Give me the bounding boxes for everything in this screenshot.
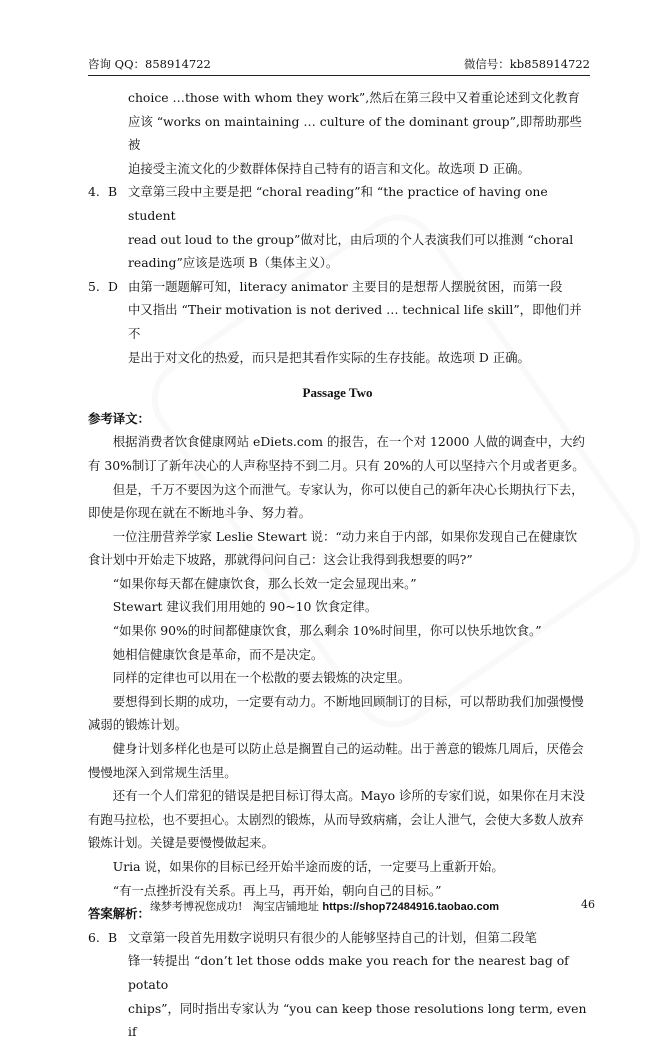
footer-note [150,898,499,914]
answer-option: B [108,929,118,945]
answer-option: D [108,278,118,294]
translation-paragraph: “如果你 90%的时间都健康饮食，那么剩余 10%时间里，你可以快乐地饮食。” [112,623,542,639]
answer-line: reading”应该是选项 B（集体主义）。 [128,255,339,271]
translation-paragraph: 还有一个人们常犯的错误是把目标订得太高。Mayo 诊所的专家们说，如果你在月末没有跑马拉松，也不要担心。太剧烈的锻炼，从而导致病痛，会让人泄气，会使大多数人放弃锻炼计划。关键是要慢慢做起来。 [88,788,585,851]
footer-shop-label: 淘宝店铺地址 [252,900,319,913]
answer-option: B [108,184,118,200]
translation-paragraph: “如果你每天都在健康饮食，那么长效一定会显现出来。” [112,575,417,591]
answer-line: read out loud to the group”做对比，由后项的个人表演我们可以推测 “choral [128,231,574,247]
answer-line: 文章第三段中主要是把 “choral reading”和 “the practice of having one student [128,184,548,223]
translation-paragraph: Stewart 建议我们用用她的 90~10 饮食定律。 [112,599,378,615]
translation-paragraph: Uria 说，如果你的目标已经开始半途而废的话，一定要马上重新开始。 [112,859,504,874]
footer-slogan: 缘梦考博祝您成功! [150,900,243,913]
continued-line: choice …those with whom they work”,然后在第三段中又着重论述到文化教育 [128,90,580,105]
page-number: 46 [581,898,595,911]
answer-item-4 [88,180,587,274]
translation-label: 参考译文： [88,410,150,426]
answer-explanation [128,926,587,1044]
answer-number: 5. [88,278,100,294]
answer-line: chips”，同时指出专家认为 “you can keep those resolutions long term, even if [128,1000,587,1040]
answer-item-5 [88,275,587,369]
translation-paragraph: 同样的定律也可以用在一个松散的要去锻炼的决定里。 [112,670,411,686]
header-wechat: 微信号：kb858914722 [463,57,590,71]
page-footer [150,898,595,914]
footer-shop-url: https://shop72484916.taobao.com [322,901,500,913]
translation-paragraph: “有一点挫折没有关系。再上马，再开始，朝向自己的目标。” [112,882,442,898]
continued-line: 应该 “works on maintaining … culture of the dominant group”,即帮助那些被 [128,113,582,153]
passage-title: Passage Two [302,385,373,401]
answer-line: 锋一转提出 “don’t let those odds make you reach for the nearest bag of potato [128,953,569,992]
translation-paragraph: 健身计划多样化也是可以防止总是搁置自己的运动鞋。出于善意的锻炼几周后，厌倦会慢慢地深入到常规生活里。 [88,741,584,780]
translation-paragraph: 要想得到长期的成功，一定要有动力。不断地回顾制订的目标，可以帮助我们加强慢慢减弱的锻炼计划。 [88,693,584,733]
answer-number: 4. [88,184,100,200]
answer-line: 是出于对文化的热爱，而只是把其看作实际的生存技能。故选项 D 正确。 [128,349,530,365]
analysis-label: 答案解析： [88,906,150,922]
continued-line: 迫接受主流文化的少数群体保持自己特有的语言和文化。故选项 D 正确。 [128,160,530,176]
answer-explanation [128,275,587,369]
answer-item-6 [88,926,587,1044]
answer-line: 中又指出 “Their motivation is not derived … technical life skill”，即他们并不 [128,302,582,341]
translation-paragraph: 她相信健康饮食是革命，而不是决定。 [112,646,324,662]
page-header [88,50,590,76]
translation-paragraph: 根据消费者饮食健康网站 eDiets.com 的报告，在一个对 12000 人做的调查中，大约有 30%制订了新年决心的人声称坚持不到二月。只有 20%的人可以坚持六个月或者更多。 [88,434,585,473]
answer-number: 6. [88,929,100,945]
answer-line: 由第一题题解可知，literacy animator 主要目的是想帮人摆脱贫困，而第一段 [128,278,563,294]
translation-paragraph: 但是，千万不要因为这个而泄气。专家认为，你可以使自己的新年决心长期执行下去，即使是你现在就在不断地斗争、努力着。 [88,481,584,521]
answer-line: 文章第一段首先用数字说明只有很少的人能够坚持自己的计划，但第二段笔 [128,929,537,945]
translation-paragraph: 一位注册营养学家 Leslie Stewart 说：“动力来自于内部，如果你发现自己在健康饮食计划中开始走下坡路，那就得问问自己：这会让我得到我想要的吗?” [88,528,578,568]
header-qq: 咨询 QQ：858914722 [88,57,211,71]
answer-explanation [128,180,587,274]
